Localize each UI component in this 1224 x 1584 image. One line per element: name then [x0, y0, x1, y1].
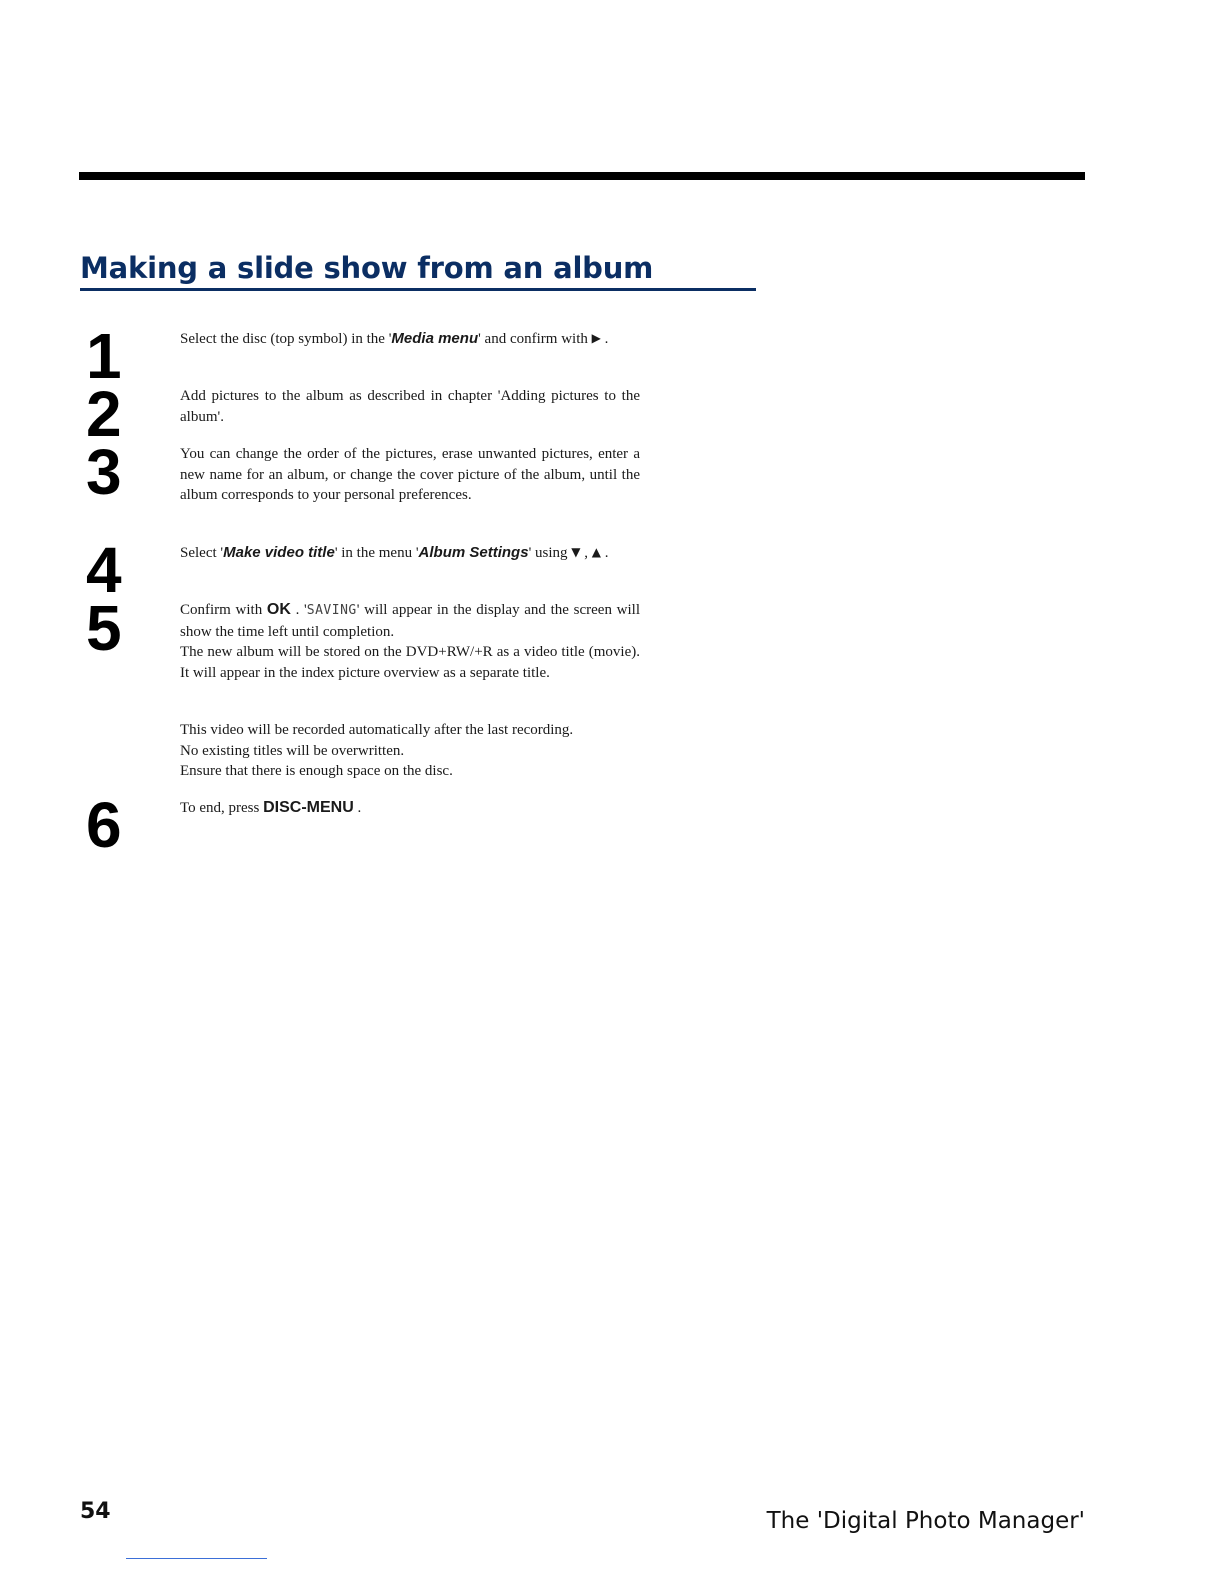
step-1-text-b: ' and confirm with	[478, 331, 592, 347]
step-4-text-d: .	[601, 545, 609, 561]
note-line-1: This video will be recorded automatically after the last recording.	[180, 722, 574, 738]
media-menu-label: Media menu	[391, 330, 479, 347]
step-number-1: 1	[86, 320, 122, 392]
step-5-text-b: . '	[290, 602, 307, 618]
ok-key-label: OK	[266, 601, 291, 618]
step-4-text-b: ' in the menu '	[334, 545, 419, 561]
step-4-text-a: Select '	[180, 545, 224, 561]
step-5-text-d: The new album will be stored on the DVD+RW/+R as a video title (movie). It will appear in the index picture overview as a separate title.	[180, 644, 640, 681]
saving-display-text: SAVING	[306, 603, 357, 618]
section-title: Making a slide show from an album	[80, 248, 756, 291]
running-footer-title: The 'Digital Photo Manager'	[766, 1508, 1085, 1534]
make-video-title-label: Make video title	[223, 544, 335, 561]
step-number-6: 6	[86, 789, 122, 861]
arrow-up-icon: ▲	[591, 545, 601, 559]
step-3-text: You can change the order of the pictures, erase unwanted pictures, enter a new name for an album, or change the cover picture of the album, until the album corresponds to your personal preferences.	[180, 446, 640, 503]
step-number-3: 3	[86, 436, 122, 508]
step-5-text	[180, 600, 640, 683]
disc-menu-key-label: DISC-MENU	[263, 799, 354, 816]
step-2-text: Add pictures to the album as described in chapter 'Adding pictures to the album'.	[180, 388, 640, 425]
step-1-text-a: Select the disc (top symbol) in the '	[180, 331, 392, 347]
top-rule	[79, 172, 1085, 180]
step-1-text	[180, 328, 640, 350]
step-4-sep: ,	[580, 545, 592, 561]
step-number-4: 4	[86, 534, 122, 606]
album-settings-label: Album Settings	[418, 544, 529, 561]
recording-note	[180, 720, 640, 782]
step-5-text-c: ' will appear in the display and the screen will show the time left until completion.	[180, 602, 641, 640]
step-4-text-c: ' using	[528, 545, 572, 561]
note-line-3: Ensure that there is enough space on the disc.	[180, 763, 453, 779]
step-6-text-b: .	[353, 800, 362, 816]
arrow-down-icon: ▼	[571, 545, 581, 559]
step-4-text	[180, 542, 640, 564]
step-1-text-c: .	[600, 331, 609, 347]
page-number: 54	[80, 1499, 111, 1524]
play-right-icon: ▶	[591, 331, 601, 345]
note-line-2: No existing titles will be overwritten.	[180, 742, 405, 759]
bottom-link-underline	[126, 1558, 267, 1559]
step-6-text-a: To end, press	[180, 800, 264, 816]
step-number-5: 5	[86, 592, 122, 664]
step-6-text	[180, 798, 640, 819]
step-number-2: 2	[86, 378, 122, 450]
step-5-text-a: Confirm with	[180, 602, 267, 618]
